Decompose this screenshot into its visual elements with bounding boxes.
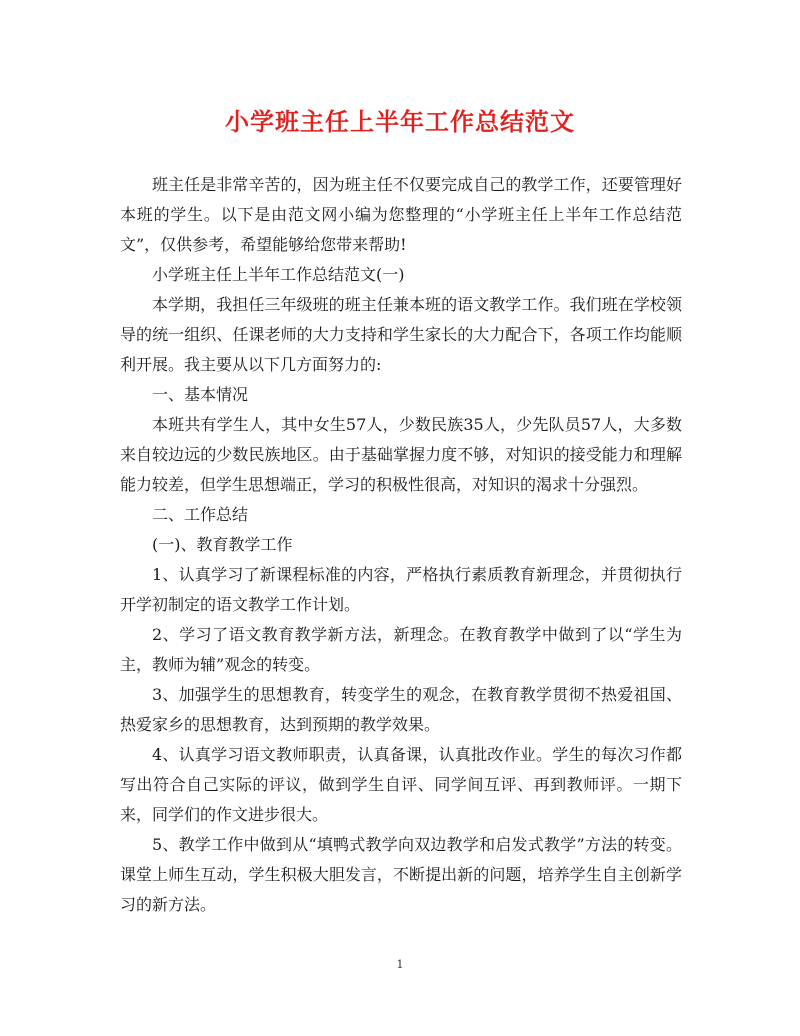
- heading-basic-situation: 一、基本情况: [152, 385, 249, 404]
- section-heading-example-one: 小学班主任上半年工作总结范文(一): [152, 265, 405, 284]
- list-item-2: 2、学习了语文教育教学新方法，新理念。在教育教学中做到了以“学生为主，教师为辅”观念的转变。: [120, 625, 682, 674]
- opening-paragraph: 本学期，我担任三年级班的班主任兼本班的语文教学工作。我们班在学校领导的统一组织、任课老师的大力支持和学生家长的大力配合下，各项工作均能顺利开展。我主要从以下几方面努力的:: [120, 295, 682, 374]
- page-number: 1: [396, 958, 404, 971]
- basic-situation-paragraph: 本班共有学生人，其中女生57人，少数民族35人，少先队员57人，大多数来自较边远的少数民族地区。由于基础掌握力度不够，对知识的接受能力和理解能力较差，但学生思想端正，学习的积极性很高，对知识的渴求十分强烈。: [120, 415, 682, 494]
- heading-work-summary: 二、工作总结: [152, 505, 249, 524]
- page-title: 小学班主任上半年工作总结范文: [225, 107, 575, 136]
- list-item-4: 4、认真学习语文教师职责，认真备课，认真批改作业。学生的每次习作都写出符合自己实际的评议，做到学生自评、同学间互评、再到教师评。一期下来，同学们的作文进步很大。: [120, 745, 682, 824]
- list-item-1: 1、认真学习了新课程标准的内容，严格执行素质教育新理念，并贯彻执行开学初制定的语文教学工作计划。: [120, 565, 682, 614]
- subheading-teaching-work: (一)、教育教学工作: [152, 535, 293, 554]
- list-item-5: 5、教学工作中做到从“填鸭式教学向双边教学和启发式教学”方法的转变。课堂上师生互动，学生积极大胆发言，不断提出新的问题，培养学生自主创新学习的新方法。: [120, 835, 682, 914]
- intro-paragraph: 班主任是非常辛苦的，因为班主任不仅要完成自己的教学工作，还要管理好本班的学生。以下是由范文网小编为您整理的“小学班主任上半年工作总结范文”，仅供参考，希望能够给您带来帮助!: [120, 175, 682, 254]
- document-body: [120, 170, 682, 920]
- list-item-3: 3、加强学生的思想教育，转变学生的观念，在教育教学贯彻不热爱祖国、热爱家乡的思想教育，达到预期的教学效果。: [120, 685, 682, 734]
